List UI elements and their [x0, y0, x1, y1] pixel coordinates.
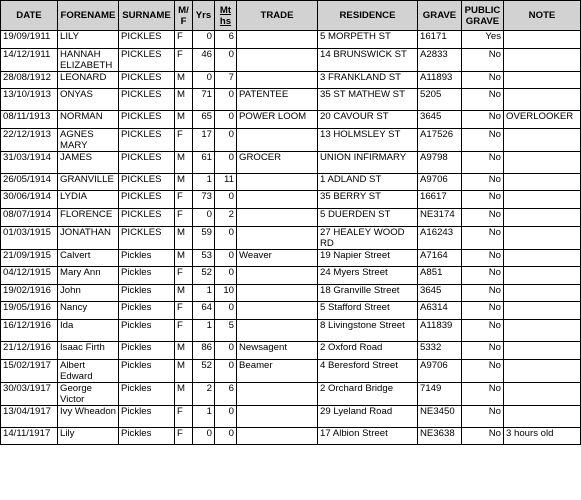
cell-months: 0: [215, 405, 237, 427]
cell-note: [504, 89, 581, 111]
table-row: [1, 341, 581, 359]
cell-trade: [237, 173, 318, 191]
cell-grave: A9706: [418, 359, 462, 382]
cell-grave: A11839: [418, 319, 462, 341]
cell-date: 21/09/1915: [1, 249, 58, 267]
cell-surname: PICKLES: [119, 71, 175, 89]
cell-public-grave: No: [462, 284, 504, 302]
cell-residence: 27 HEALEY WOOD RD: [318, 226, 418, 249]
cell-residence: 5 DUERDEN ST: [318, 208, 418, 226]
cell-note: [504, 249, 581, 267]
cell-sex: M: [175, 359, 193, 382]
header-months-label: Mths: [219, 4, 232, 27]
cell-months: 0: [215, 302, 237, 320]
cell-date: 01/03/1915: [1, 226, 58, 249]
cell-date: 21/12/1916: [1, 341, 58, 359]
cell-note: [504, 302, 581, 320]
cell-grave: 7149: [418, 382, 462, 405]
header-sex: M/F: [175, 1, 193, 31]
cell-sex: M: [175, 151, 193, 173]
cell-years: 61: [193, 151, 215, 173]
cell-grave: A16243: [418, 226, 462, 249]
cell-surname: PICKLES: [119, 48, 175, 71]
cell-months: 5: [215, 319, 237, 341]
cell-trade: [237, 319, 318, 341]
cell-residence: 19 Napier Street: [318, 249, 418, 267]
cell-forename: Nancy: [58, 302, 119, 320]
header-months: [215, 1, 237, 31]
cell-sex: M: [175, 111, 193, 129]
cell-months: 0: [215, 249, 237, 267]
cell-years: 0: [193, 427, 215, 445]
cell-grave: 16171: [418, 31, 462, 49]
cell-years: 46: [193, 48, 215, 71]
cell-years: 59: [193, 226, 215, 249]
header-note: NOTE: [504, 1, 581, 31]
cell-sex: M: [175, 226, 193, 249]
cell-months: 6: [215, 382, 237, 405]
cell-residence: 24 Myers Street: [318, 267, 418, 285]
cell-months: 0: [215, 89, 237, 111]
table-row: [1, 208, 581, 226]
table-row: [1, 249, 581, 267]
cell-grave: A6314: [418, 302, 462, 320]
cell-years: 0: [193, 208, 215, 226]
cell-trade: [237, 191, 318, 209]
cell-forename: HANNAH ELIZABETH: [58, 48, 119, 71]
cell-forename: Calvert: [58, 249, 119, 267]
table-row: [1, 267, 581, 285]
cell-sex: F: [175, 31, 193, 49]
cell-trade: Weaver: [237, 249, 318, 267]
cell-surname: Pickles: [119, 249, 175, 267]
cell-residence: 13 HOLMSLEY ST: [318, 128, 418, 151]
cell-note: [504, 48, 581, 71]
cell-note: [504, 319, 581, 341]
cell-surname: Pickles: [119, 284, 175, 302]
cell-months: 0: [215, 427, 237, 445]
cell-trade: [237, 267, 318, 285]
cell-public-grave: No: [462, 48, 504, 71]
cell-years: 86: [193, 341, 215, 359]
cell-trade: PATENTEE: [237, 89, 318, 111]
cell-months: 11: [215, 173, 237, 191]
cell-date: 30/03/1917: [1, 382, 58, 405]
cell-sex: F: [175, 208, 193, 226]
cell-public-grave: No: [462, 71, 504, 89]
cell-trade: [237, 71, 318, 89]
cell-date: 31/03/1914: [1, 151, 58, 173]
cell-note: [504, 359, 581, 382]
cell-years: 52: [193, 359, 215, 382]
cell-sex: F: [175, 302, 193, 320]
cell-surname: PICKLES: [119, 151, 175, 173]
cell-trade: Beamer: [237, 359, 318, 382]
cell-forename: Lily: [58, 427, 119, 445]
cell-trade: [237, 382, 318, 405]
cell-grave: A11893: [418, 71, 462, 89]
cell-surname: PICKLES: [119, 226, 175, 249]
table-row: [1, 71, 581, 89]
cell-trade: [237, 208, 318, 226]
cell-months: 2: [215, 208, 237, 226]
cell-public-grave: No: [462, 319, 504, 341]
cell-sex: F: [175, 267, 193, 285]
cell-forename: John: [58, 284, 119, 302]
cell-grave: NE3174: [418, 208, 462, 226]
cell-months: 10: [215, 284, 237, 302]
table-row: [1, 226, 581, 249]
cell-sex: M: [175, 173, 193, 191]
cell-forename: ONYAS: [58, 89, 119, 111]
cell-months: 0: [215, 151, 237, 173]
cell-sex: F: [175, 319, 193, 341]
cell-years: 65: [193, 111, 215, 129]
table-row: [1, 191, 581, 209]
cell-forename: AGNES MARY: [58, 128, 119, 151]
cell-residence: 17 Albion Street: [318, 427, 418, 445]
cell-residence: 5 Stafford Street: [318, 302, 418, 320]
cell-note: [504, 382, 581, 405]
cell-date: 14/12/1911: [1, 48, 58, 71]
cell-grave: 16617: [418, 191, 462, 209]
cell-note: [504, 267, 581, 285]
cell-surname: Pickles: [119, 267, 175, 285]
cell-surname: Pickles: [119, 341, 175, 359]
table-row: [1, 427, 581, 445]
cell-public-grave: No: [462, 382, 504, 405]
cell-surname: PICKLES: [119, 128, 175, 151]
cell-public-grave: No: [462, 151, 504, 173]
table-row: [1, 284, 581, 302]
cell-residence: 2 Oxford Road: [318, 341, 418, 359]
cell-months: 0: [215, 111, 237, 129]
cell-years: 1: [193, 319, 215, 341]
table-row: [1, 405, 581, 427]
cell-months: 7: [215, 71, 237, 89]
cell-date: 19/09/1911: [1, 31, 58, 49]
cell-date: 08/07/1914: [1, 208, 58, 226]
cell-grave: 3645: [418, 111, 462, 129]
table-body: [1, 31, 581, 445]
cell-residence: 4 Beresford Street: [318, 359, 418, 382]
cell-surname: Pickles: [119, 405, 175, 427]
cell-note: [504, 405, 581, 427]
table-row: [1, 382, 581, 405]
cell-date: 15/02/1917: [1, 359, 58, 382]
cell-sex: M: [175, 71, 193, 89]
cell-sex: F: [175, 427, 193, 445]
cell-public-grave: No: [462, 302, 504, 320]
cell-grave: 5205: [418, 89, 462, 111]
cell-grave: A9706: [418, 173, 462, 191]
cell-sex: M: [175, 249, 193, 267]
header-surname: SURNAME: [119, 1, 175, 31]
cell-forename: George Victor: [58, 382, 119, 405]
cell-months: 0: [215, 267, 237, 285]
cell-sex: F: [175, 128, 193, 151]
cell-sex: M: [175, 284, 193, 302]
cell-note: [504, 341, 581, 359]
cell-years: 52: [193, 267, 215, 285]
cell-note: [504, 31, 581, 49]
cell-surname: Pickles: [119, 319, 175, 341]
table-row: [1, 302, 581, 320]
cell-grave: NE3450: [418, 405, 462, 427]
cell-forename: LYDIA: [58, 191, 119, 209]
table-row: [1, 319, 581, 341]
cell-months: 6: [215, 31, 237, 49]
cell-public-grave: No: [462, 341, 504, 359]
cell-years: 73: [193, 191, 215, 209]
cell-sex: F: [175, 405, 193, 427]
cell-note: OVERLOOKER: [504, 111, 581, 129]
cell-note: [504, 208, 581, 226]
cell-residence: 2 Orchard Bridge: [318, 382, 418, 405]
cell-years: 71: [193, 89, 215, 111]
cell-residence: 35 BERRY ST: [318, 191, 418, 209]
cell-sex: F: [175, 191, 193, 209]
cell-forename: FLORENCE: [58, 208, 119, 226]
cell-years: 1: [193, 284, 215, 302]
cell-surname: Pickles: [119, 302, 175, 320]
cell-years: 64: [193, 302, 215, 320]
cell-date: 19/05/1916: [1, 302, 58, 320]
header-date: DATE: [1, 1, 58, 31]
cell-date: 04/12/1915: [1, 267, 58, 285]
cell-residence: 5 MORPETH ST: [318, 31, 418, 49]
cell-years: 17: [193, 128, 215, 151]
cell-residence: 29 Lyeland Road: [318, 405, 418, 427]
cell-residence: 18 Granville Street: [318, 284, 418, 302]
cell-forename: NORMAN: [58, 111, 119, 129]
cell-forename: Ida: [58, 319, 119, 341]
cell-date: 16/12/1916: [1, 319, 58, 341]
cell-residence: UNION INFIRMARY: [318, 151, 418, 173]
table-row: [1, 151, 581, 173]
cell-public-grave: No: [462, 128, 504, 151]
cell-trade: [237, 31, 318, 49]
cell-grave: A2833: [418, 48, 462, 71]
cell-trade: Newsagent: [237, 341, 318, 359]
cell-trade: [237, 226, 318, 249]
cell-months: 0: [215, 48, 237, 71]
cell-months: 0: [215, 226, 237, 249]
cell-residence: 8 Livingstone Street: [318, 319, 418, 341]
cell-forename: GRANVILLE: [58, 173, 119, 191]
cell-years: 1: [193, 173, 215, 191]
table-row: [1, 111, 581, 129]
cell-note: 3 hours old: [504, 427, 581, 445]
cell-date: 28/08/1912: [1, 71, 58, 89]
cell-grave: A7164: [418, 249, 462, 267]
cell-public-grave: No: [462, 191, 504, 209]
cell-public-grave: No: [462, 89, 504, 111]
cell-surname: Pickles: [119, 427, 175, 445]
cell-note: [504, 151, 581, 173]
header-residence: RESIDENCE: [318, 1, 418, 31]
cell-public-grave: Yes: [462, 31, 504, 49]
cell-surname: PICKLES: [119, 208, 175, 226]
cell-public-grave: No: [462, 427, 504, 445]
cell-forename: Ivy Wheadon: [58, 405, 119, 427]
cell-public-grave: No: [462, 173, 504, 191]
header-trade: TRADE: [237, 1, 318, 31]
cell-months: 0: [215, 359, 237, 382]
cell-trade: POWER LOOM: [237, 111, 318, 129]
header-public-grave: PUBLIC GRAVE: [462, 1, 504, 31]
cell-trade: [237, 405, 318, 427]
cell-public-grave: No: [462, 226, 504, 249]
table-row: [1, 359, 581, 382]
cell-date: 13/04/1917: [1, 405, 58, 427]
cell-trade: [237, 427, 318, 445]
cell-date: 26/05/1914: [1, 173, 58, 191]
cell-months: 0: [215, 128, 237, 151]
cell-note: [504, 284, 581, 302]
cell-surname: Pickles: [119, 359, 175, 382]
cell-grave: A851: [418, 267, 462, 285]
cell-trade: [237, 302, 318, 320]
cell-forename: Mary Ann: [58, 267, 119, 285]
cell-residence: 14 BRUNSWICK ST: [318, 48, 418, 71]
header-forename: FORENAME: [58, 1, 119, 31]
cell-public-grave: No: [462, 208, 504, 226]
table-header: [1, 1, 581, 31]
cell-note: [504, 173, 581, 191]
cell-surname: PICKLES: [119, 31, 175, 49]
cell-forename: Albert Edward: [58, 359, 119, 382]
cell-note: [504, 71, 581, 89]
cell-surname: PICKLES: [119, 111, 175, 129]
cell-note: [504, 226, 581, 249]
cell-public-grave: No: [462, 249, 504, 267]
table-row: [1, 31, 581, 49]
cell-grave: 3645: [418, 284, 462, 302]
cell-surname: PICKLES: [119, 191, 175, 209]
cell-grave: NE3638: [418, 427, 462, 445]
cell-forename: JAMES: [58, 151, 119, 173]
cell-public-grave: No: [462, 267, 504, 285]
cell-note: [504, 191, 581, 209]
cell-sex: F: [175, 48, 193, 71]
table-row: [1, 128, 581, 151]
header-grave: GRAVE: [418, 1, 462, 31]
table-row: [1, 48, 581, 71]
cell-date: 13/10/1913: [1, 89, 58, 111]
cell-forename: LEONARD: [58, 71, 119, 89]
cell-surname: PICKLES: [119, 89, 175, 111]
cell-months: 0: [215, 341, 237, 359]
cell-residence: 1 ADLAND ST: [318, 173, 418, 191]
cell-trade: [237, 48, 318, 71]
cell-public-grave: No: [462, 405, 504, 427]
cell-years: 0: [193, 71, 215, 89]
cell-years: 0: [193, 31, 215, 49]
cell-trade: [237, 284, 318, 302]
cell-forename: JONATHAN: [58, 226, 119, 249]
header-row: [1, 1, 581, 31]
cell-years: 1: [193, 405, 215, 427]
cell-public-grave: No: [462, 111, 504, 129]
header-years: Yrs: [193, 1, 215, 31]
cell-grave: A17526: [418, 128, 462, 151]
cell-residence: 20 CAVOUR ST: [318, 111, 418, 129]
cell-grave: 5332: [418, 341, 462, 359]
cell-residence: 3 FRANKLAND ST: [318, 71, 418, 89]
cell-forename: Isaac Firth: [58, 341, 119, 359]
cell-note: [504, 128, 581, 151]
cell-date: 22/12/1913: [1, 128, 58, 151]
cell-sex: M: [175, 382, 193, 405]
cell-surname: Pickles: [119, 382, 175, 405]
cell-years: 2: [193, 382, 215, 405]
cell-date: 30/06/1914: [1, 191, 58, 209]
cell-forename: LILY: [58, 31, 119, 49]
table-row: [1, 89, 581, 111]
cell-sex: M: [175, 89, 193, 111]
cell-date: 14/11/1917: [1, 427, 58, 445]
cell-date: 19/02/1916: [1, 284, 58, 302]
cell-trade: [237, 128, 318, 151]
cell-grave: A9798: [418, 151, 462, 173]
cell-years: 53: [193, 249, 215, 267]
cell-sex: M: [175, 341, 193, 359]
cell-public-grave: No: [462, 359, 504, 382]
cell-residence: 35 ST MATHEW ST: [318, 89, 418, 111]
cell-months: 0: [215, 191, 237, 209]
table-row: [1, 173, 581, 191]
cell-date: 08/11/1913: [1, 111, 58, 129]
cell-trade: GROCER: [237, 151, 318, 173]
cell-surname: PICKLES: [119, 173, 175, 191]
